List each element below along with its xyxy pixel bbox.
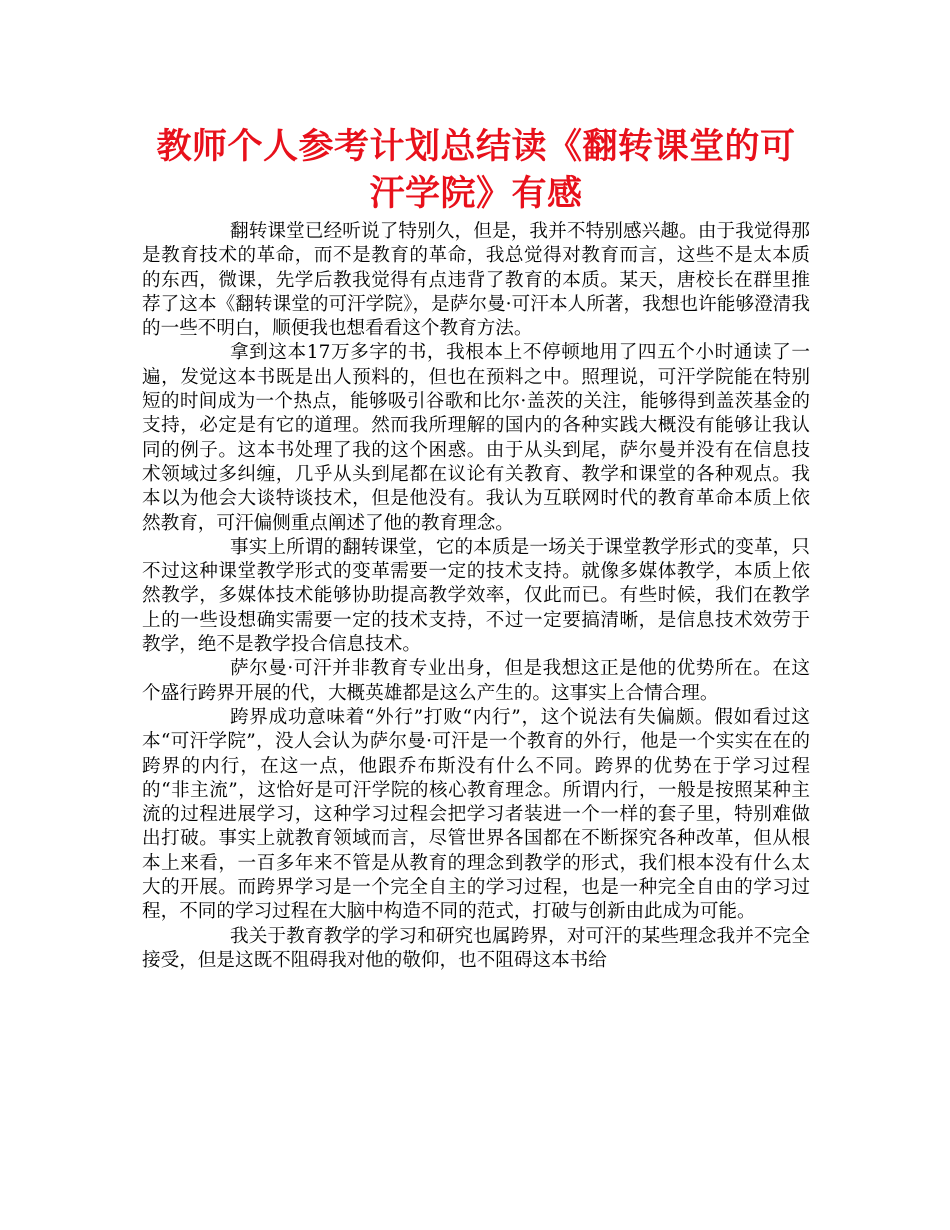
document-body [142, 220, 810, 973]
paragraph: 拿到这本17万多字的书，我根本上不停顿地用了四五个小时通读了一遍，发觉这本书既是出人预料的，但也在预料之中。照理说，可汗学院能在特别短的时间成为一个热点，能够吸引谷歌和比尔·盖茨的关注，能够得到盖茨基金的支持，必定是有它的道理。然而我所理解的国内的各种实践大概没有能够让我认同的例子。这本书处理了我的这个困惑。由于从头到尾，萨尔曼并没有在信息技术领域过多纠缠，几乎从头到尾都在议论有关教育、教学和课堂的各种观点。我本以为他会大谈特谈技术，但是他没有。我认为互联网时代的教育革命本质上依然教育，可汗偏侧重点阐述了他的教育理念。 [142, 342, 810, 534]
paragraph: 跨界成功意味着“外行”打败“内行”，这个说法有失偏颇。假如看过这本“可汗学院”，没人会认为萨尔曼·可汗是一个教育的外行，他是一个实实在在的跨界的内行，在这一点，他跟乔布斯没有什么不同。跨界的优势在于学习过程的“非主流”，这恰好是可汗学院的核心教育理念。所谓内行，一般是按照某种主流的过程进展学习，这种学习过程会把学习者装进一个一样的套子里，特别难做出打破。事实上就教育领域而言，尽管世界各国都在不断探究各种改革，但从根本上来看，一百多年来不管是从教育的理念到教学的形式，我们根本没有什么太大的开展。而跨界学习是一个完全自主的学习过程，也是一种完全自由的学习过程，不同的学习过程在大脑中构造不同的范式，打破与创新由此成为可能。 [142, 706, 810, 923]
document-page [142, 124, 810, 973]
paragraph: 事实上所谓的翻转课堂，它的本质是一场关于课堂教学形式的变革，只不过这种课堂教学形式的变革需要一定的技术支持。就像多媒体教学，本质上依然教学，多媒体技术能够协助提高教学效率，仅此而已。有些时候，我们在教学上的一些设想确实需要一定的技术支持，不过一定要搞清晰，是信息技术效劳于教学，绝不是教学投合信息技术。 [142, 536, 810, 656]
paragraph: 翻转课堂已经听说了特别久，但是，我并不特别感兴趣。由于我觉得那是教育技术的革命，而不是教育的革命，我总觉得对教育而言，这些不是太本质的东西，微课，先学后教我觉得有点违背了教育的本质。某天，唐校长在群里推荐了这本《翻转课堂的可汗学院》，是萨尔曼·可汗本人所著，我想也许能够澄清我的一些不明白，顺便我也想看看这个教育方法。 [142, 221, 810, 340]
paragraph: 萨尔曼·可汗并非教育专业出身，但是我想这正是他的优势所在。在这个盛行跨界开展的代，大概英雄都是这么产生的。这事实上合情合理。 [142, 658, 810, 704]
document-title: 教师个人参考计划总结读《翻转课堂的可汗学院》有感 [156, 127, 796, 214]
paragraph: 我关于教育教学的学习和研究也属跨界，对可汗的某些理念我并不完全接受，但是这既不阻碍我对他的敬仰，也不阻碍这本书给 [142, 925, 810, 971]
